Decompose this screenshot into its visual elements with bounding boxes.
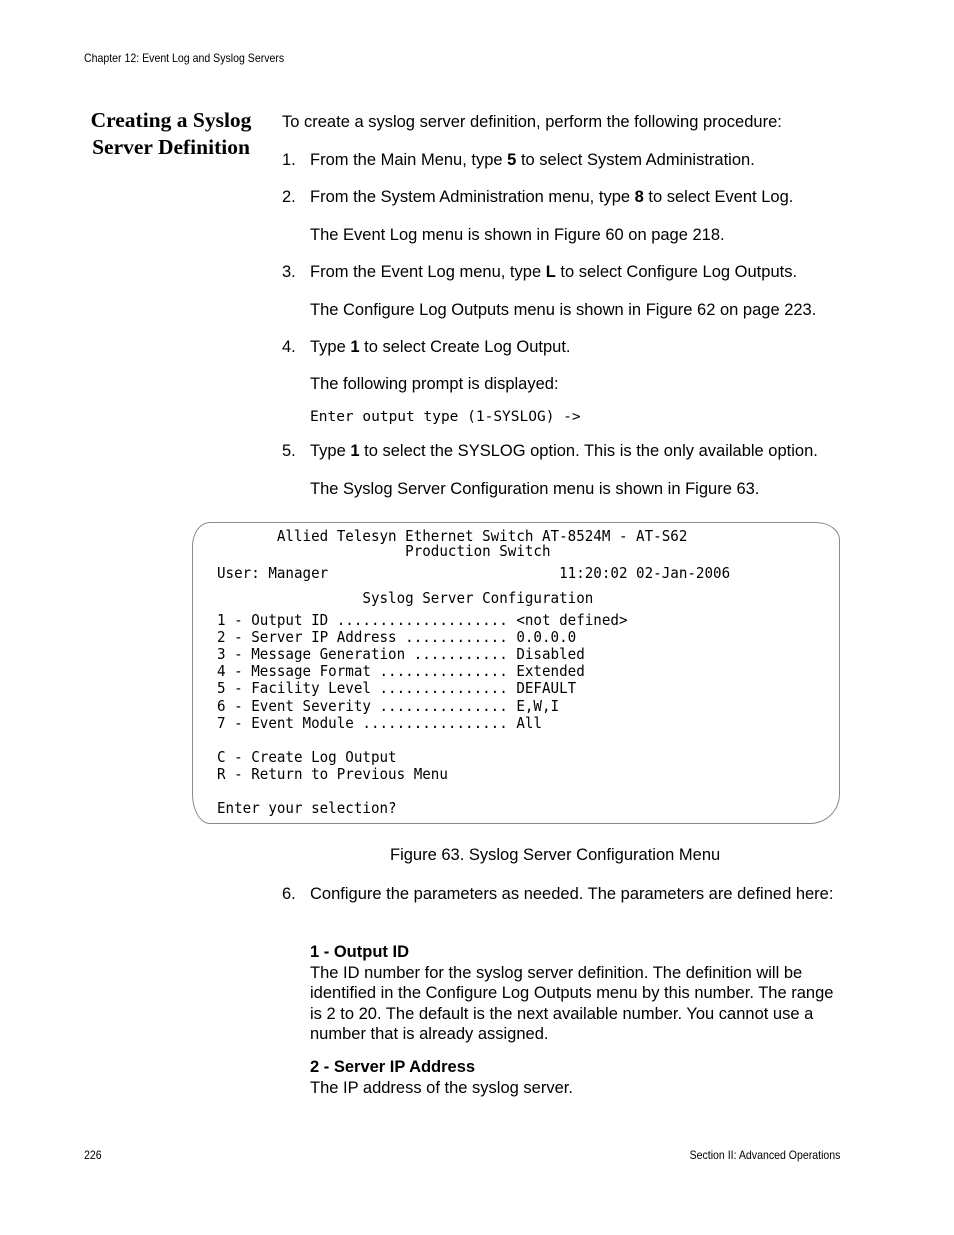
screen-line: Production Switch <box>217 543 551 560</box>
step-text: to select Configure Log Outputs. <box>555 263 798 281</box>
param-description: The IP address of the syslog server. <box>310 1078 573 1097</box>
prompt-code: Enter output type (1-SYSLOG) -> <box>310 409 581 425</box>
section-title <box>80 107 262 161</box>
step-6 <box>282 884 852 905</box>
step-number: 1. <box>282 151 296 169</box>
step-1 <box>282 150 852 171</box>
step-text: Type <box>310 338 351 356</box>
step-5 <box>282 441 852 462</box>
step-number: 6. <box>282 885 296 903</box>
step-key: 5 <box>507 151 517 169</box>
note-event-log-menu: The Event Log menu is shown in Figure 60 on page 218. <box>310 226 725 244</box>
param-output-id <box>310 942 845 1045</box>
step-text: to select Create Log Output. <box>359 338 571 356</box>
step-4 <box>282 337 852 358</box>
step-number: 2. <box>282 188 296 206</box>
step-text: Type <box>310 442 351 460</box>
intro-paragraph: To create a syslog server definition, perform the following procedure: <box>282 113 782 131</box>
screen-line: 2 - Server IP Address ............ 0.0.0.0 <box>217 629 577 646</box>
step-text: From the Main Menu, type <box>310 151 508 169</box>
note-configure-outputs-menu: The Configure Log Outputs menu is shown in Figure 62 on page 223. <box>310 301 817 319</box>
step-text: Configure the parameters as needed. The parameters are defined here: <box>310 885 834 903</box>
step-text: From the Event Log menu, type <box>310 263 546 281</box>
step-text: to select the SYSLOG option. This is the only available option. <box>359 442 818 460</box>
screen-line: User: Manager 11:20:02 02-Jan-2006 <box>217 565 731 582</box>
screen-line: 7 - Event Module ................. All <box>217 715 542 732</box>
section-title-line1: Creating a Syslog <box>90 108 252 132</box>
screen-line: R - Return to Previous Menu <box>217 766 448 783</box>
step-key: L <box>545 263 556 281</box>
page-number: 226 <box>84 1148 102 1162</box>
running-footer: Section II: Advanced Operations <box>689 1148 840 1162</box>
note-syslog-menu-shown: The Syslog Server Configuration menu is shown in Figure 63. <box>310 480 760 498</box>
screen-line: 1 - Output ID .................... <not defined> <box>217 612 628 629</box>
param-title: 2 - Server IP Address <box>310 1058 476 1076</box>
step-key: 8 <box>634 188 644 206</box>
step-number: 3. <box>282 263 296 281</box>
screen-line: 5 - Facility Level ............... DEFAULT <box>217 680 577 697</box>
step-2 <box>282 187 852 208</box>
screen-line: Syslog Server Configuration <box>217 590 594 607</box>
step-number: 5. <box>282 442 296 460</box>
step-number: 4. <box>282 338 296 356</box>
param-title: 1 - Output ID <box>310 943 409 961</box>
screen-line: 4 - Message Format ............... Extended <box>217 663 585 680</box>
screen-line: Enter your selection? <box>217 800 397 817</box>
running-header: Chapter 12: Event Log and Syslog Servers <box>84 51 285 65</box>
step-text: to select System Administration. <box>516 151 755 169</box>
param-description: The ID number for the syslog server definition. The definition will be identified in the Configure Log Outputs menu by this number. The range is 2 to 20. The default is the next available number. You cannot use a number that is already assigned. <box>310 963 834 1043</box>
screen-line: 3 - Message Generation ........... Disabled <box>217 646 585 663</box>
terminal-screen-figure <box>192 522 840 824</box>
step-key: 1 <box>350 442 360 460</box>
screen-line: Allied Telesyn Ethernet Switch AT-8524M - AT-S62 <box>217 528 688 545</box>
figure-caption: Figure 63. Syslog Server Configuration Menu <box>390 846 721 864</box>
step-key: 1 <box>350 338 360 356</box>
section-title-line2: Server Definition <box>92 135 250 159</box>
step-text: to select Event Log. <box>643 188 794 206</box>
screen-line: C - Create Log Output <box>217 749 397 766</box>
step-text: From the System Administration menu, type <box>310 188 635 206</box>
note-prompt-displayed: The following prompt is displayed: <box>310 375 559 393</box>
param-server-ip <box>310 1057 845 1098</box>
step-3 <box>282 262 852 283</box>
screen-line: 6 - Event Severity ............... E,W,I <box>217 698 560 715</box>
